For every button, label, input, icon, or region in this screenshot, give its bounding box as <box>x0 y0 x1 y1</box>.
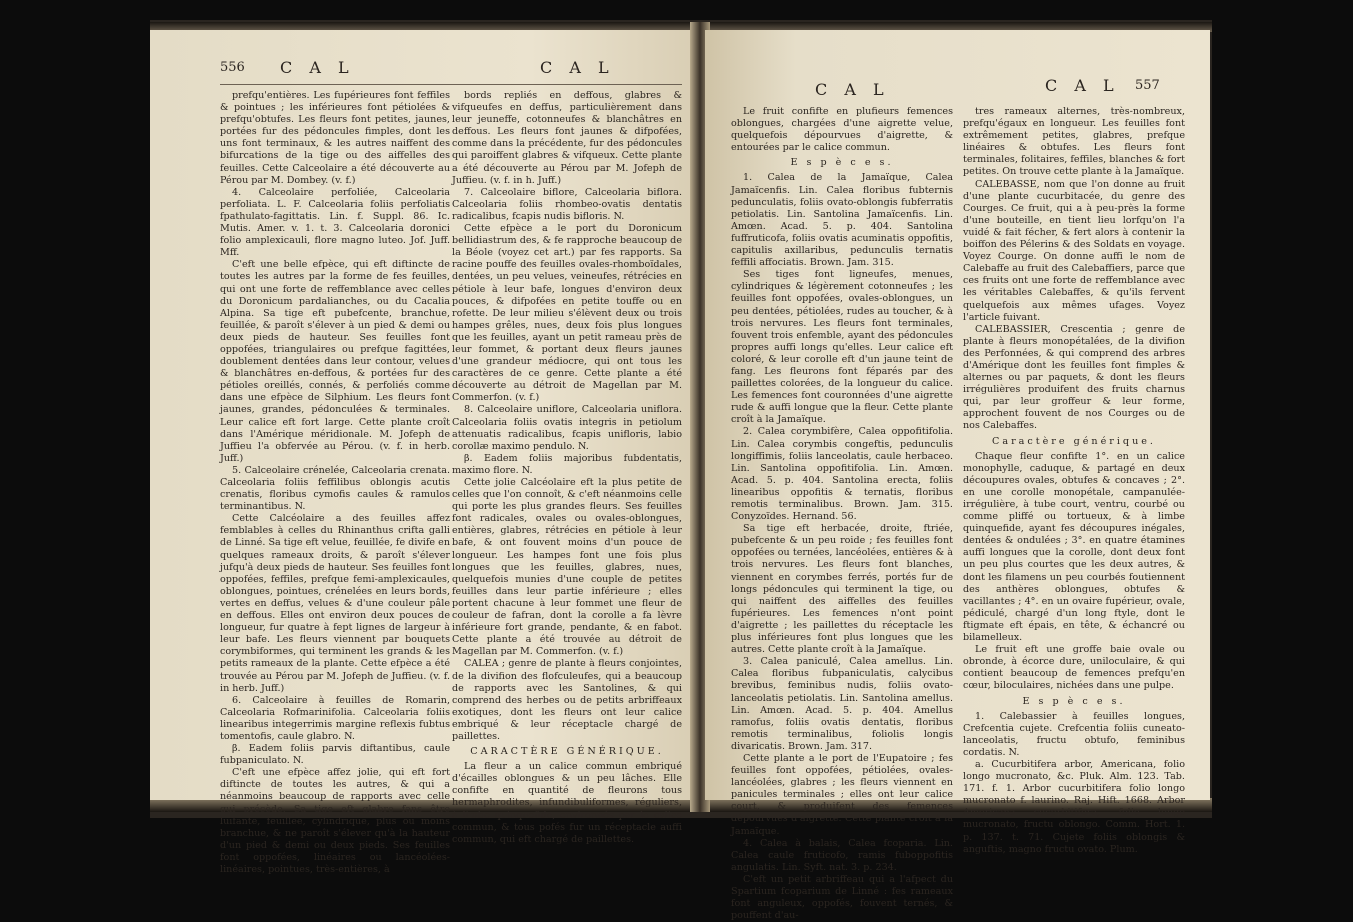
right-running-title-1: C A L <box>815 80 890 99</box>
paragraph: bords repliés en deffous, glabres & vifqueufes en deffus, particulièrement dans leur jeuneffe, cotonneufes & blanchâtres en deffous. Les fleurs font jaunes & difpofées, comme dans la précédente, fur des pédoncules qui paroiffent glabres & vifqueux. Cette plante a été découverte au Pérou par M. Jofeph de Juffieu. (v. f. in h. Juff.) <box>452 90 682 186</box>
paragraph: tres rameaux alternes, très-nombreux, prefqu'égaux en longueur. Les feuilles font extrêmement petites, glabres, prefque linéaires & obtufes. Les fleurs font terminales, folitaires, feffiles, blanches & fort petites. On trouve cette plante à la Jamaïque. <box>963 106 1185 178</box>
paragraph: Le fruit eft une groffe baie ovale ou obronde, à écorce dure, uniloculaire, & qui contient beaucoup de femences prefqu'en cœur, biloculaires, nichées dans une pulpe. <box>963 644 1185 692</box>
paragraph: Ses tiges font ligneufes, menues, cylindriques & légèrement cotonneufes ; les feuilles font oppofées, ovales-oblongues, un peu dentées, pétiolées, rudes au toucher, & à trois nervures. Les fleurs font terminales, fouvent trois enfemble, ayant des pédoncules propres auffi longs qu'elles. Leur calice eft coloré, & leur corolle eft d'un jaune teint de fang. Les fleurons font féparés par des paillettes colorées, de la longueur du calice. Les femences font couronnées d'une aigrette rude & auffi longue que la fleur. Cette plante croît à la Jamaïque. <box>731 269 953 426</box>
paragraph: 7. Calceolaire biflore, Calceolaria biflora. Calceolaria foliis rhombeo-ovatis dentatis radicalibus, fcapis nudis bifloris. N. <box>452 186 682 222</box>
section-heading: E s p è c e s. <box>790 157 894 169</box>
paragraph: CALEA ; genre de plante à fleurs conjointes, de la divifion des flofculeufes, qui a beaucoup de rapports avec les Santolines, & qui comprend des herbes ou de petits arbriffeaux exotiques, dont les fleurs ont leur calice embriqué & leur réceptacle chargé de paillettes. <box>452 658 682 742</box>
left-running-title-1: C A L <box>280 58 355 77</box>
paragraph: 1. Calebassier à feuilles longues, Crefcentia cujete. Crefcentia foliis cuneato-lanceolatis, fructu obtufo, feminibus cordatis. N. <box>963 710 1185 758</box>
right-column-2 <box>963 106 1185 856</box>
paragraph: 8. Calceolaire uniflore, Calceolaria uniflora. Calceolaria foliis ovatis integris in petiolum attenuatis radicalibus, fcapis unifloris, labio corollæ maximo pendulo. N. <box>452 404 682 452</box>
right-page <box>705 30 1210 922</box>
right-page-number: 557 <box>1135 78 1160 93</box>
paragraph: β. Eadem foliis parvis diftantibus, caule fubpaniculato. N. <box>220 743 450 767</box>
left-header-rule <box>220 84 682 85</box>
paragraph: 6. Calceolaire à feuilles de Romarin, Calceolaria Rofmarinifolia. Calceolaria foliis linearibus integerrimis margine reflexis fubtus tomentofis, caule glabro. N. <box>220 694 450 742</box>
paragraph: Le fruit confifte en plufieurs femences oblongues, chargées d'une aigrette velue, quelquefois dépourvues d'aigrette, & entourées par le calice commun. <box>731 106 953 154</box>
paragraph: Cette Calcéolaire a des feuilles affez femblables à celles du Rhinanthus crifta galli de Linné. Sa tige eft velue, feuillée, fe divife en quelques rameaux droits, & paroît s'élever jufqu'à deux pieds de hauteur. Ses feuilles font oppofées, feffiles, prefque femi-amplexicaules, oblongues, pointues, crénelées en leurs bords, vertes en deffus, velues & d'une couleur pâle en deffous. Elles ont environ deux pouces de longueur, fur quatre à fept lignes de largeur à leur bafe. Les fleurs viennent par bouquets corymbiformes, qui terminent les grands & les petits rameaux de la plante. Cette efpèce a été trouvée au Pérou par M. Jofeph de Juffieu. (v. f. in herb. Juff.) <box>220 513 451 694</box>
paragraph: β. Eadem foliis majoribus fubdentatis, maximo flore. N. <box>452 452 682 476</box>
paragraph: a. Cucurbitifera arbor, Americana, folio longo mucronato, &c. Pluk. Alm. 123. Tab. 171. f. 1. Arbor cucurbitifera folio longo mucronato f. laurino. Raj. Hift. 1668. Arbor Americana cucurbitifera, folio longo mucronato, fructu oblongo. Comm. Hort. 1. p. 137. t. 71. Cujete foliis oblongis & anguftis, magno fructu ovato. Plum. <box>963 758 1185 855</box>
left-running-title-2: C A L <box>540 58 615 77</box>
paragraph: 4. Calceolaire perfoliée, Calceolaria perfoliata. L. F. Calceolaria foliis perfoliatis fpathulato-fagittatis. Lin. f. Suppl. 86. Ic. Mutis. Amer. v. 1. t. 3. Calceolaria doronici folio amplexicauli, flore magno luteo. Jof. Juff. Mff. <box>220 186 450 259</box>
paragraph: 2. Calea corymbifère, Calea oppofitifolia. Lin. Calea corymbis congeftis, pedunculis longiffimis, foliis lanceolatis, caule herbaceo. Lin. Santolina oppofitifolia. Lin. Amœn. Acad. 5. p. 404. Santolina erecta, foliis linearibus oppofitis & ternatis, floribus remotis terminalibus. Brown. Jam. 315. Conyzoïdes. Hernand. 56. <box>731 426 953 523</box>
paragraph: C'eft une belle efpèce, qui eft diftincte de toutes les autres par la forme de fes feuilles, qui ont une forte de reffemblance avec celles du Doronicum pardalianches, ou du Cacalia Alpina. Sa tige eft pubefcente, branchue, feuillée, & paroît s'élever à un pied & demi ou deux pieds de hauteur. Ses feuilles font oppofées, triangulaires ou prefque fagittées, doublement dentées dans leur contour, velues & blanchâtres en-deffous, & portées fur des pétioles oreillés, connés, & perfoliés comme dans une efpèce de Silphium. Les fleurs font jaunes, grandes, pédonculées & terminales. Leur calice eft fort large. Cette plante croît dans l'Amérique méridionale. M. Jofeph de Juffieu l'a obfervée au Pérou. (v. f. in herb. Juff.) <box>220 259 450 464</box>
paragraph: CALEBASSE, nom que l'on donne au fruit d'une plante cucurbitacée, du genre des Courges. Ce fruit, qui a à peu-près la forme d'une bouteille, en tient lieu lorfqu'on l'a vuidé & fait fécher, & fert alors à contenir la boiffon des Pélerins & des Soldats en voyage. Voyez Courge. On donne auffi le nom de Calebaffe au fruit des Calebaffiers, parce que ces fruits ont une forte de reffemblance avec les véritables Calebaffes, & qu'ils fervent quelquefois aux mêmes ufages. Voyez l'article fuivant. <box>963 178 1185 323</box>
paragraph: C'eft un petit arbriffeau qui a l'afpect du Spartium fcoparium de Linné : fes rameaux font anguleux, oppofés, fouvent ternés, & pouffent d'au- <box>731 873 953 922</box>
right-running-title-2: C A L <box>1045 76 1120 95</box>
paragraph: C'eft une efpèce affez jolie, qui eft fort diftincte de toutes les autres, & qui a néanmoins beaucoup de rapports avec celle qui précède. Sa tige eft glabre fans être luifante, feuillée, cylindrique, plus ou moins branchue, & ne paroît s'élever qu'à la hauteur d'un pied & demi ou deux pieds. Ses feuilles font oppofées, linéaires ou lancéolées-linéaires, pointues, très-entières, à <box>220 767 450 875</box>
paragraph: 5. Calceolaire crénelée, Calceolaria crenata. Calceolaria foliis feffilibus oblongis acutis crenatis, floribus cymofis caules & ramulos terminantibus. N. <box>220 464 450 513</box>
paragraph: Cette efpèce a le port du Doronicum bellidiastrum des, & fe rapproche beaucoup de la Béole (voyez cet art.) par fes rapports. Sa racine pouffe des feuilles ovales-rhomboïdales, dentées, un peu velues, veineufes, rétrécies en pétiole à leur bafe, longues d'environ deux pouces, & difpofées en petite touffe ou en rofette. De leur milieu s'élèvent deux ou trois hampes grêles, nues, deux fois plus longues que les feuilles, ayant un petit rameau près de leur fommet, & portant deux fleurs jaunes d'une grandeur médiocre, qui ont tous les caractères de ce genre. Cette plante a été découverte au détroit de Magellan par M. Commerfon. (v. f.) <box>452 223 682 404</box>
paragraph: Cette jolie Calcéolaire eft la plus petite de celles que l'on connoît, & c'eft néanmoins celle qui porte les plus grandes fleurs. Ses feuilles font radicales, ovales ou ovales-oblongues, entières, glabres, rétrécies en pétiole à leur bafe, & ont fouvent moins d'un pouce de longueur. Les hampes font une fois plus longues que les feuilles, glabres, nues, quelquefois munies d'une couple de petites feuilles dans leur partie inférieure ; elles portent chacune à leur fommet une fleur de couleur de fafran, dont la corolle a fa lèvre inférieure fort grande, pendante, & en fabot. Cette plante a été trouvée au détroit de Magellan par M. Commerfon. (v. f.) <box>452 477 682 658</box>
paragraph: prefqu'entières. Les fupérieures font feffiles & pointues ; les inférieures font pétiolées & prefqu'obtufes. Les fleurs font petites, jaunes, portées fur des pédoncules fimples, dont les uns font terminaux, & les autres naiffent des bifurcations de la tige ou des aiffelles des feuilles. Cette Calceolaire a été découverte au Pérou par M. Dombey. (v. f.) <box>220 90 450 186</box>
left-column-2 <box>452 90 682 846</box>
left-page-number: 556 <box>220 60 245 75</box>
section-heading: CARACTÈRE GÉNÉRIQUE. <box>470 746 664 758</box>
paragraph: La fleur a un calice commun embriqué d'écailles oblongues & un peu lâches. Elle confifte en quantité de fleurons tous hermaphrodites, infundibuliformes, réguliers, à limbe quinquefide, environnés par le calice commun, & tous pofés fur un réceptacle auffi commun, qui eft chargé de paillettes. <box>452 761 682 845</box>
paragraph: Sa tige eft herbacée, droite, ftriée, pubefcente & un peu roide ; fes feuilles font oppofées ou ternées, lancéolées, entières & à trois nervures. Les fleurs font blanches, viennent en corymbes ferrés, portés fur de longs pédoncules qui terminent la tige, ou qui naiffent des aiffelles des feuilles fupérieures. Les femences n'ont point d'aigrette ; les paillettes du réceptacle les plus inférieures font plus longues que les autres. Cette plante croît à la Jamaïque. <box>731 523 953 656</box>
paragraph: Cette plante a le port de l'Eupatoire ; fes feuilles font oppofées, pétiolées, ovales-lancéolées, glabres ; les fleurs viennent en panicules terminales ; elles ont leur calice court, & produifent des femences dépourvues d'aigrette. Cette plante croît à la Jamaïque. <box>731 752 953 837</box>
left-page <box>150 30 695 875</box>
section-heading: Caractère générique. <box>992 435 1156 447</box>
paragraph: 3. Calea paniculé, Calea amellus. Lin. Calea floribus fubpaniculatis, calycibus brevibus, feminibus nudis, foliis ovato-lanceolatis petiolatis. Lin. Santolina amellus. Lin. Amœn. Acad. 5. p. 404. Amellus ramofus, foliis ovatis dentatis, floribus remotis terminalibus, foliolis longis divaricatis. Brown. Jam. 317. <box>731 656 953 752</box>
paragraph: Chaque fleur confifte 1°. en un calice monophylle, caduque, & partagé en deux découpures ovales, obtufes & concaves ; 2°. en une corolle monopétale, campanulée-irrégulière, à tube court, ventru, courbé ou comme pliffé ou tortueux, & à limbe quinquefide, ayant fes découpures inégales, dentées & ondulées ; 3°. en quatre étamines auffi longues que la corolle, dont deux font un peu plus courtes que les deux autres, & dont les filamens un peu courbés foutiennent des anthères oblongues, obtufes & vacillantes ; 4°. en un ovaire fupérieur, ovale, pédiculé, chargé d'un long ftyle, dont le ftigmate eft épais, en tête, & échancré ou bilamelleux. <box>963 450 1185 644</box>
left-column-1 <box>220 90 450 876</box>
paragraph: 1. Calea de la Jamaïque, Calea Jamaïcenfis. Lin. Calea floribus fubternis pedunculatis, foliis ovato-oblongis fubferratis petiolatis. Lin. Santolina Jamaïcenfis. Lin. Amœn. Acad. 5. p. 404. Santolina fuffruticofa, foliis ovatis acuminatis oppofitis, capitulis axillaribus, pedunculis ternatis feffili affociatis. Brown. Jam. 315. <box>731 172 953 269</box>
right-column-1 <box>731 106 953 922</box>
section-heading: E s p è c e s. <box>1022 695 1126 707</box>
left-running-head <box>150 58 695 84</box>
right-running-head <box>705 58 1210 99</box>
paragraph: 4. Calea à balais, Calea fcoparia. Lin. Calea caule fruticofo, ramis fuboppofitis angulatis. Lin. Syft. nat. 3. p. 234. <box>731 837 953 873</box>
paragraph: CALEBASSIER, Crescentia ; genre de plante à fleurs monopétalées, de la divifion des Perfonnées, & qui comprend des arbres d'Amérique dont les feuilles font fimples & alternes ou par paquets, & dont les fleurs irrégulières produifent des fruits charnus qui, par leur groffeur & leur forme, approchent fouvent de nos Courges ou de nos Calebaffes. <box>963 323 1185 432</box>
